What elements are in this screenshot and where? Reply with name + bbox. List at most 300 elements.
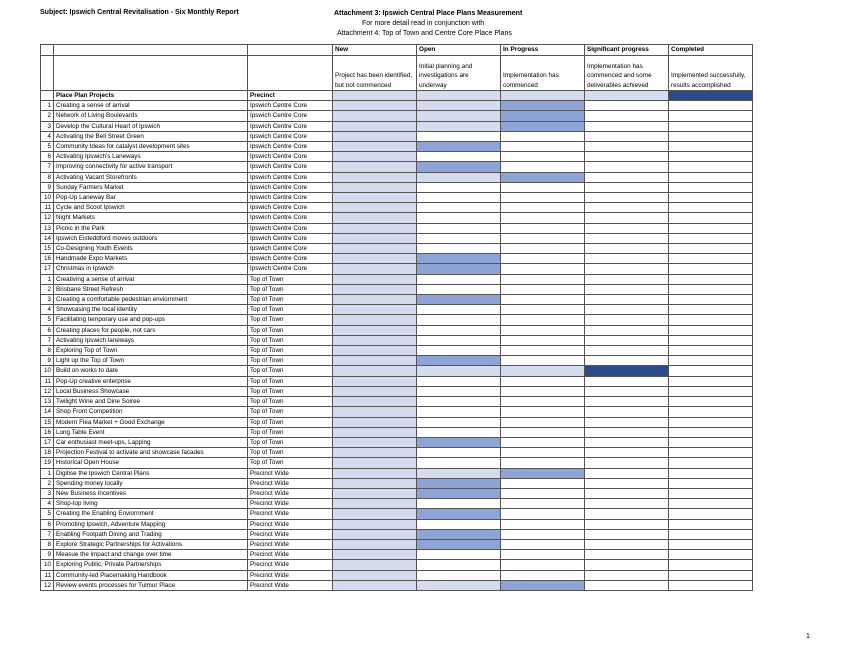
row-number: 6 (41, 152, 54, 162)
project-name: Historical Open House (54, 458, 248, 468)
project-name: Local Business Showcase (54, 386, 248, 396)
row-number: 6 (41, 519, 54, 529)
status-cell-open (417, 580, 501, 590)
status-cell-open (417, 458, 501, 468)
project-name: Picnic in the Park (54, 223, 248, 233)
table-row (41, 356, 753, 366)
project-name: Measue the impact and change over time (54, 550, 248, 560)
status-cell-significant-progress (585, 376, 669, 386)
status-cell-significant-progress (585, 539, 669, 549)
status-cell-open (417, 213, 501, 223)
status-cell-open (417, 550, 501, 560)
status-cell-new (333, 386, 417, 396)
status-cell-open (417, 346, 501, 356)
subject-heading: Subject: Ipswich Central Revitalisation - Six Monthly Report (40, 9, 239, 16)
status-cell-completed (669, 509, 753, 519)
status-completed-label: Completed (669, 45, 753, 56)
project-name: Creativing a sense of arrival (54, 274, 248, 284)
project-name: Facilitating temporary use and pop-ups (54, 315, 248, 325)
row-number: 8 (41, 346, 54, 356)
status-cell-new (333, 111, 417, 121)
status-cell-completed (669, 437, 753, 447)
status-cell-completed (669, 550, 753, 560)
project-name: Twilight Wine and Dine Soiree (54, 397, 248, 407)
status-cell-in-progress (501, 315, 585, 325)
status-cell-completed (669, 468, 753, 478)
precinct-name: Precinct Wide (248, 560, 333, 570)
row-number: 7 (41, 162, 54, 172)
row-number: 9 (41, 550, 54, 560)
status-cell-completed (669, 203, 753, 213)
status-cell-completed (669, 346, 753, 356)
table-row (41, 499, 753, 509)
empty-cell (248, 56, 333, 91)
status-cell-in-progress (501, 417, 585, 427)
table-row (41, 437, 753, 447)
project-name: Promoting Ipswich, Adventure Mapping (54, 519, 248, 529)
status-open-label: Open (417, 45, 501, 56)
project-name: Spending money locally (54, 478, 248, 488)
status-cell-significant-progress (585, 152, 669, 162)
project-name: Modern Flea Market + Good Exchange (54, 417, 248, 427)
status-cell-new (333, 458, 417, 468)
precinct-name: Ipswich Centre Core (248, 233, 333, 243)
project-name: Showcasing the local identity (54, 305, 248, 315)
status-cell-new (333, 346, 417, 356)
precinct-name: Top of Town (248, 295, 333, 305)
table-row (41, 529, 753, 539)
precinct-name: Top of Town (248, 427, 333, 437)
row-number: 2 (41, 111, 54, 121)
status-cell-completed (669, 131, 753, 141)
status-cell-in-progress (501, 335, 585, 345)
status-cell-significant-progress (585, 519, 669, 529)
status-cell-in-progress (501, 254, 585, 264)
row-number: 6 (41, 325, 54, 335)
status-cell-new (333, 488, 417, 498)
status-cell-in-progress (501, 529, 585, 539)
status-cell-significant-progress (585, 305, 669, 315)
row-number: 11 (41, 376, 54, 386)
status-cell-in-progress (501, 111, 585, 121)
row-number: 12 (41, 580, 54, 590)
status-cell-completed (669, 101, 753, 111)
status-cell-significant-progress (585, 182, 669, 192)
status-cell-significant-progress (585, 529, 669, 539)
legend-open-swatch (417, 91, 501, 101)
empty-cell (41, 45, 54, 56)
table-row (41, 233, 753, 243)
status-cell-new (333, 529, 417, 539)
status-in-progress-desc: Implementation has commenced (501, 56, 585, 91)
status-cell-in-progress (501, 550, 585, 560)
status-cell-in-progress (501, 397, 585, 407)
status-cell-completed (669, 142, 753, 152)
status-cell-open (417, 560, 501, 570)
status-cell-in-progress (501, 305, 585, 315)
status-cell-significant-progress (585, 325, 669, 335)
status-cell-new (333, 213, 417, 223)
status-cell-completed (669, 172, 753, 182)
project-name: Pop-Up creative enterprise (54, 376, 248, 386)
table-row (41, 550, 753, 560)
precinct-name: Top of Town (248, 325, 333, 335)
table-row (41, 274, 753, 284)
project-name: Creating a comfortable pedestrian enviornment (54, 295, 248, 305)
precinct-name: Precinct Wide (248, 550, 333, 560)
project-name: Exploring Top of Town (54, 346, 248, 356)
status-cell-completed (669, 417, 753, 427)
status-cell-significant-progress (585, 397, 669, 407)
table-row (41, 509, 753, 519)
project-name: Ipswich Eisteddford moves outdoors (54, 233, 248, 243)
project-name: Exploring Public, Private Partnerships (54, 560, 248, 570)
status-cell-in-progress (501, 356, 585, 366)
precinct-name: Top of Town (248, 417, 333, 427)
status-cell-in-progress (501, 223, 585, 233)
status-cell-new (333, 376, 417, 386)
status-cell-open (417, 244, 501, 254)
status-cell-significant-progress (585, 407, 669, 417)
status-cell-in-progress (501, 468, 585, 478)
status-cell-significant-progress (585, 335, 669, 345)
status-significant-progress-label: Significant progress (585, 45, 669, 56)
table-row (41, 386, 753, 396)
status-cell-significant-progress (585, 427, 669, 437)
precinct-name: Ipswich Centre Core (248, 162, 333, 172)
status-cell-in-progress (501, 193, 585, 203)
table-row (41, 570, 753, 580)
status-cell-completed (669, 478, 753, 488)
status-cell-significant-progress (585, 560, 669, 570)
status-cell-completed (669, 274, 753, 284)
row-number: 15 (41, 244, 54, 254)
status-cell-in-progress (501, 580, 585, 590)
status-cell-significant-progress (585, 295, 669, 305)
status-cell-in-progress (501, 274, 585, 284)
project-name: Improving connectivity for active transport (54, 162, 248, 172)
precinct-name: Top of Town (248, 397, 333, 407)
status-cell-completed (669, 325, 753, 335)
table-row (41, 335, 753, 345)
status-cell-significant-progress (585, 437, 669, 447)
status-cell-new (333, 274, 417, 284)
project-name: Digitise the Ipswich Central Plans (54, 468, 248, 478)
status-cell-open (417, 356, 501, 366)
precinct-name: Ipswich Centre Core (248, 213, 333, 223)
empty-cell (41, 91, 54, 101)
status-cell-open (417, 488, 501, 498)
project-name: Christmas in Ipswich (54, 264, 248, 274)
status-cell-significant-progress (585, 264, 669, 274)
table-row (41, 111, 753, 121)
table-row (41, 131, 753, 141)
status-cell-significant-progress (585, 203, 669, 213)
status-cell-open (417, 295, 501, 305)
status-cell-significant-progress (585, 478, 669, 488)
precinct-name: Ipswich Centre Core (248, 101, 333, 111)
table-row (41, 560, 753, 570)
row-number: 11 (41, 203, 54, 213)
status-cell-open (417, 468, 501, 478)
row-number: 3 (41, 488, 54, 498)
status-cell-in-progress (501, 142, 585, 152)
status-cell-in-progress (501, 233, 585, 243)
status-cell-in-progress (501, 295, 585, 305)
row-number: 2 (41, 284, 54, 294)
precinct-name: Ipswich Centre Core (248, 172, 333, 182)
table-row (41, 519, 753, 529)
table-row (41, 397, 753, 407)
status-cell-completed (669, 407, 753, 417)
status-cell-significant-progress (585, 386, 669, 396)
row-number: 14 (41, 407, 54, 417)
status-cell-completed (669, 580, 753, 590)
status-cell-in-progress (501, 172, 585, 182)
status-cell-in-progress (501, 366, 585, 376)
status-cell-new (333, 550, 417, 560)
status-cell-in-progress (501, 560, 585, 570)
precinct-name: Top of Town (248, 305, 333, 315)
status-cell-completed (669, 366, 753, 376)
status-cell-in-progress (501, 121, 585, 131)
precinct-name: Ipswich Centre Core (248, 182, 333, 192)
project-name: Build on works to date (54, 366, 248, 376)
table-row (41, 244, 753, 254)
status-cell-new (333, 284, 417, 294)
status-cell-open (417, 315, 501, 325)
project-name: Projection Festival to activate and showcase facades (54, 448, 248, 458)
precinct-name: Precinct Wide (248, 468, 333, 478)
status-cell-completed (669, 111, 753, 121)
project-name: Community-led Placemaking Handbook (54, 570, 248, 580)
status-cell-in-progress (501, 458, 585, 468)
status-new-desc: Project has been identified, but not commenced (333, 56, 417, 91)
table-row (41, 315, 753, 325)
status-cell-open (417, 274, 501, 284)
status-cell-significant-progress (585, 274, 669, 284)
table-row (41, 172, 753, 182)
status-cell-new (333, 223, 417, 233)
status-cell-new (333, 356, 417, 366)
precinct-name: Top of Town (248, 335, 333, 345)
precinct-name: Top of Town (248, 437, 333, 447)
status-cell-open (417, 305, 501, 315)
table-row (41, 142, 753, 152)
empty-cell (248, 45, 333, 56)
row-number: 12 (41, 213, 54, 223)
status-cell-completed (669, 182, 753, 192)
precinct-name: Ipswich Centre Core (248, 152, 333, 162)
status-cell-completed (669, 560, 753, 570)
status-cell-in-progress (501, 448, 585, 458)
status-cell-new (333, 468, 417, 478)
status-cell-new (333, 335, 417, 345)
table-row (41, 203, 753, 213)
status-cell-new (333, 509, 417, 519)
project-name: New Business Incentives (54, 488, 248, 498)
row-number: 10 (41, 366, 54, 376)
legend-in-progress-swatch (501, 91, 585, 101)
status-cell-completed (669, 519, 753, 529)
row-number: 14 (41, 233, 54, 243)
column-header-row (41, 91, 753, 101)
row-number: 9 (41, 182, 54, 192)
precinct-name: Precinct Wide (248, 570, 333, 580)
status-cell-significant-progress (585, 448, 669, 458)
project-name: Network of Living Boulevards (54, 111, 248, 121)
status-cell-new (333, 437, 417, 447)
row-number: 16 (41, 254, 54, 264)
table-row (41, 264, 753, 274)
row-number: 8 (41, 172, 54, 182)
status-cell-new (333, 295, 417, 305)
status-cell-new (333, 193, 417, 203)
status-cell-significant-progress (585, 193, 669, 203)
status-cell-in-progress (501, 539, 585, 549)
status-cell-completed (669, 162, 753, 172)
attachment-note-line1: For more detail read in conjunction with (362, 20, 485, 27)
status-cell-completed (669, 448, 753, 458)
status-significant-progress-desc: Implementation has commenced and some deliverables achieved (585, 56, 669, 91)
status-cell-significant-progress (585, 366, 669, 376)
status-cell-open (417, 499, 501, 509)
row-number: 4 (41, 131, 54, 141)
status-cell-completed (669, 397, 753, 407)
table-row (41, 417, 753, 427)
row-number: 13 (41, 397, 54, 407)
status-cell-significant-progress (585, 499, 669, 509)
status-cell-open (417, 570, 501, 580)
status-cell-significant-progress (585, 223, 669, 233)
project-name: Car enthusiast meet-ups, Lapping (54, 437, 248, 447)
row-number: 19 (41, 458, 54, 468)
table-row (41, 213, 753, 223)
legend-new-swatch (333, 91, 417, 101)
project-column-header: Place Plan Projects (54, 91, 248, 101)
status-cell-completed (669, 335, 753, 345)
status-cell-significant-progress (585, 346, 669, 356)
project-name: Creating a sense of arrival (54, 101, 248, 111)
table-row (41, 121, 753, 131)
precinct-name: Top of Town (248, 284, 333, 294)
status-cell-new (333, 172, 417, 182)
precinct-name: Ipswich Centre Core (248, 131, 333, 141)
status-cell-completed (669, 499, 753, 509)
status-cell-new (333, 478, 417, 488)
status-cell-open (417, 427, 501, 437)
attachment-heading (334, 9, 584, 39)
status-cell-in-progress (501, 131, 585, 141)
status-cell-significant-progress (585, 101, 669, 111)
project-name: Long Table Event (54, 427, 248, 437)
precinct-name: Ipswich Centre Core (248, 264, 333, 274)
project-name: Shop-top living (54, 499, 248, 509)
table-row (41, 407, 753, 417)
table-row (41, 254, 753, 264)
status-cell-new (333, 560, 417, 570)
status-cell-completed (669, 284, 753, 294)
status-cell-significant-progress (585, 356, 669, 366)
status-cell-completed (669, 295, 753, 305)
status-cell-open (417, 284, 501, 294)
row-number: 8 (41, 539, 54, 549)
precinct-name: Ipswich Centre Core (248, 142, 333, 152)
table-row (41, 325, 753, 335)
status-cell-significant-progress (585, 121, 669, 131)
status-cell-completed (669, 233, 753, 243)
status-cell-in-progress (501, 407, 585, 417)
status-cell-new (333, 499, 417, 509)
status-cell-completed (669, 305, 753, 315)
row-number: 18 (41, 448, 54, 458)
row-number: 4 (41, 499, 54, 509)
status-cell-open (417, 519, 501, 529)
table-row (41, 376, 753, 386)
status-cell-significant-progress (585, 417, 669, 427)
status-cell-new (333, 570, 417, 580)
table-row (41, 478, 753, 488)
status-cell-open (417, 193, 501, 203)
status-cell-open (417, 172, 501, 182)
row-number: 12 (41, 386, 54, 396)
status-cell-in-progress (501, 325, 585, 335)
table-row (41, 284, 753, 294)
empty-cell (41, 56, 54, 91)
precinct-name: Ipswich Centre Core (248, 223, 333, 233)
row-number: 11 (41, 570, 54, 580)
project-name: Enabling Footpath Dining and Trading (54, 529, 248, 539)
status-cell-new (333, 233, 417, 243)
status-cell-new (333, 315, 417, 325)
project-name: Sunday Farmers Market (54, 182, 248, 192)
table-row (41, 488, 753, 498)
row-number: 17 (41, 437, 54, 447)
status-cell-open (417, 397, 501, 407)
status-cell-new (333, 417, 417, 427)
status-cell-completed (669, 529, 753, 539)
table-row (41, 539, 753, 549)
status-cell-open (417, 335, 501, 345)
status-cell-open (417, 162, 501, 172)
status-cell-open (417, 437, 501, 447)
status-cell-open (417, 101, 501, 111)
precinct-name: Precinct Wide (248, 478, 333, 488)
project-name: Explore Strategic Partnerships for Activations (54, 539, 248, 549)
project-name: Co-Designing Youth Events (54, 244, 248, 254)
status-cell-significant-progress (585, 142, 669, 152)
row-number: 1 (41, 468, 54, 478)
precinct-name: Top of Town (248, 386, 333, 396)
table-row (41, 295, 753, 305)
row-number: 10 (41, 560, 54, 570)
precinct-name: Ipswich Centre Core (248, 244, 333, 254)
precinct-name: Ipswich Centre Core (248, 254, 333, 264)
status-cell-in-progress (501, 101, 585, 111)
status-cell-new (333, 254, 417, 264)
row-number: 17 (41, 264, 54, 274)
row-number: 15 (41, 417, 54, 427)
project-name: Activating Ipswich's Laneways (54, 152, 248, 162)
status-cell-completed (669, 386, 753, 396)
project-name: Community Ideas for catalyst development sites (54, 142, 248, 152)
row-number: 3 (41, 121, 54, 131)
status-cell-open (417, 182, 501, 192)
status-cell-significant-progress (585, 162, 669, 172)
precinct-name: Top of Town (248, 458, 333, 468)
status-cell-new (333, 121, 417, 131)
status-cell-significant-progress (585, 488, 669, 498)
